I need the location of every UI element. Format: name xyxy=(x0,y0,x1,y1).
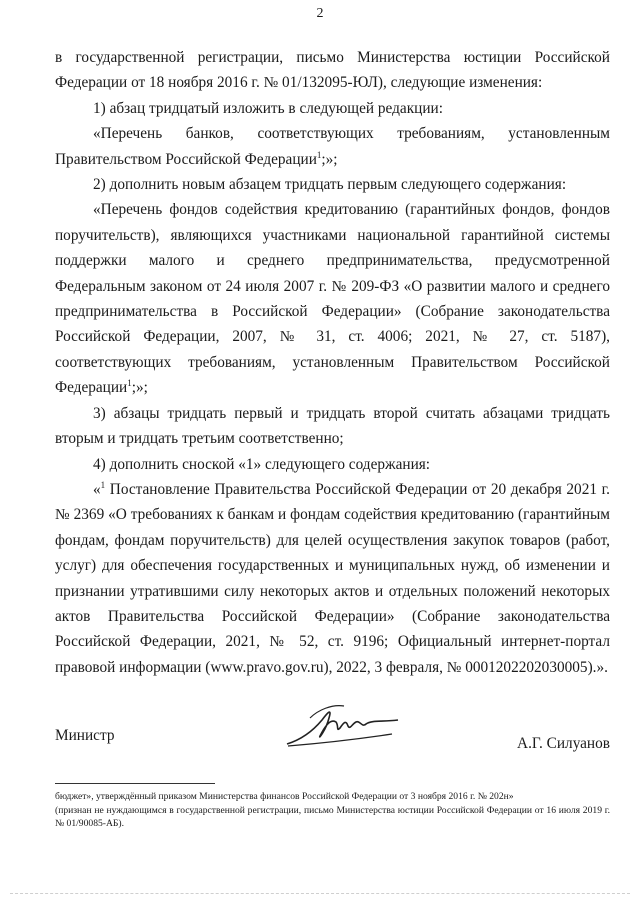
fund-list-text: «Перечень фондов содействия кредитованию (гарантийных фондов, фондов поручительств), являющихся участниками национальной гарантийной системы поддержки малого и среднего предпринимательства, предусмотренной Федеральным законом от 24 июля 2007 г. № 209-ФЗ «О развитии малого и среднего предпринимательства в Российской Федерации» (Собрание законодательства Российской Федерации, 2007, № 31, ст. 4006; 2021, № 27, ст. 5187), соответствующих требованиям, установленным Правительством Российской Федерации xyxy=(55,201,610,397)
signatory-name: А.Г. Силуанов xyxy=(517,735,610,752)
paragraph-item-2: 2) дополнить новым абзацем тридцать первым следующего содержания: xyxy=(93,176,567,194)
quote-open: « xyxy=(93,480,101,498)
footnote-ref: 1 xyxy=(127,378,132,389)
paragraph-intro: в государственной регистрации, письмо Министерства юстиции Российской Федерации от 18 ноября 2016 г. № 01/132095-ЮЛ), следующие изменения: xyxy=(55,49,610,92)
bank-list-text: «Перечень банков, соответствующих требованиям, установленным Правительством Российской Федерации xyxy=(55,125,610,168)
paragraph-item-3: 3) абзацы тридцать первый и тридцать второй считать абзацами тридцать вторым и тридцать третьим соответственно; xyxy=(55,404,610,448)
paragraph-fund-list xyxy=(55,197,610,400)
footnote-divider xyxy=(55,783,215,784)
footnote-line-1: бюджет», утверждённый приказом Министерства финансов Российской Федерации от 3 ноября 2016 г. № 202н» xyxy=(55,791,514,802)
resolution-text: Постановление Правительства Российской Федерации от 20 декабря 2021 г. № 2369 «О требованиях к банкам и фондам содействия кредитованию (гарантийным фондам, фондам поручительств) для целей осуществления закупок товаров (работ, услуг) для обеспечения государственных и муниципальных нужд, об изменении и признании утратившими силу некоторых актов и отдельных положений некоторых актов Правительства Российской Федерации» (Собрание законодательства Российской Федерации, 2021, № 52, ст. 9196; Официальный интернет-портал правовой информации (www.pravo.gov.ru), 2022, 3 февраля, № 0001202202030005).». xyxy=(55,480,610,676)
paragraph-item-4: 4) дополнить сноской «1» следующего содержания: xyxy=(93,455,431,473)
paragraph-footnote-content xyxy=(55,477,610,680)
footnote-line-2: (признан не нуждающимся в государственной регистрации, письмо Министерства юстиции Российской Федерации от 16 июля 2019 г. № 01/90085-АБ). xyxy=(55,804,610,829)
page-edge-line xyxy=(10,893,630,894)
bank-list-end: ;»; xyxy=(321,150,338,168)
paragraph-bank-list xyxy=(55,121,610,172)
footnote-ref: 1 xyxy=(100,479,106,490)
paragraph-item-1: 1) абзац тридцатый изложить в следующей редакции: xyxy=(93,99,443,117)
fund-list-end: ;»; xyxy=(131,379,148,397)
footnote xyxy=(55,790,610,831)
footnote-ref: 1 xyxy=(316,149,322,160)
document-body xyxy=(55,45,610,680)
handwritten-signature xyxy=(282,700,402,752)
page-number: 2 xyxy=(316,6,324,21)
signatory-title: Министр xyxy=(55,727,115,744)
